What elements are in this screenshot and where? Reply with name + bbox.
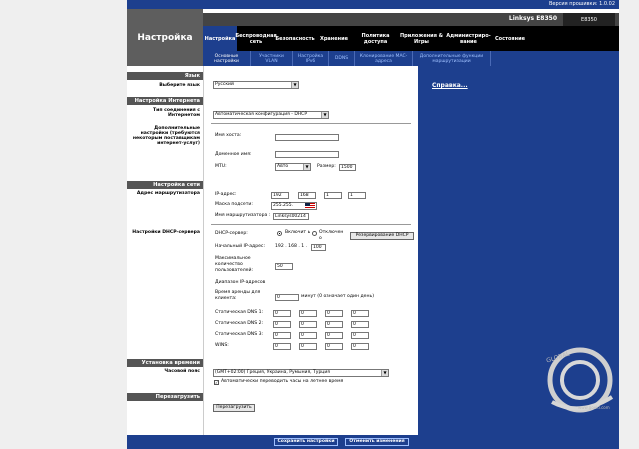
dns2-octet-3[interactable]: 0: [325, 321, 343, 328]
dns2-octet-2[interactable]: 0: [299, 321, 317, 328]
choose-language-label: Выберите язык: [159, 83, 200, 88]
router-address-label: Адрес маршрутизатора: [136, 191, 200, 196]
language-select[interactable]: [213, 81, 299, 89]
start-ip-label: Начальный IP-адрес:: [215, 244, 266, 249]
help-link[interactable]: Справка...: [432, 82, 468, 89]
dst-label: Автоматически переводить часы на летнее время: [221, 379, 344, 384]
tab-administration[interactable]: Администриро-вание: [446, 32, 491, 45]
product-name: Linksys E8350: [508, 15, 557, 22]
dns3-octet-4[interactable]: 0: [351, 332, 369, 339]
dhcp-disable-radio[interactable]: [312, 231, 317, 236]
subtab-advanced-routing[interactable]: Дополнительные функции маршрутизации: [413, 51, 491, 66]
subtab-mac-clone[interactable]: Клонирование MAC-адреса: [355, 51, 413, 66]
domain-name-label: Доменное имя:: [215, 152, 252, 157]
subtab-ddns[interactable]: DDNS: [329, 51, 355, 66]
connection-type-select[interactable]: [213, 111, 329, 119]
section-internet: Настройка Интернета: [127, 97, 203, 105]
size-label: Размер:: [317, 164, 336, 169]
sub-tabs: [203, 51, 619, 66]
dns1-octet-1[interactable]: 0: [273, 310, 291, 317]
dns3-label: Статическая DNS 3:: [215, 332, 264, 337]
dns1-octet-2[interactable]: 0: [299, 310, 317, 317]
start-ip-input[interactable]: 100: [311, 244, 326, 251]
timezone-select[interactable]: [213, 369, 389, 377]
dhcp-enable-radio[interactable]: [277, 231, 282, 236]
chevron-down-icon: ▼: [321, 112, 328, 118]
router-name-label: Имя маршрутизатора :: [215, 213, 271, 218]
mtu-value: Авто: [277, 164, 289, 169]
top-strip: [127, 0, 619, 9]
divider: [211, 123, 411, 124]
ip-octet-1[interactable]: 192: [271, 192, 289, 199]
tab-access-policy[interactable]: Политика доступа: [361, 32, 390, 45]
dns1-label: Статическая DNS 1:: [215, 310, 264, 315]
domain-name-input[interactable]: [275, 151, 339, 158]
watermark-url: www.goeld.com: [578, 405, 610, 410]
lease-time-label: Время аренды для клиента:: [215, 290, 261, 301]
section-language: Язык: [127, 72, 203, 80]
chevron-down-icon: ▼: [381, 370, 388, 376]
subnet-mask-value: 255.255.: [273, 203, 294, 208]
router-name-input[interactable]: Linksys00214: [273, 213, 309, 220]
ip-label: IP-адрес:: [215, 192, 237, 197]
section-time: Установка времени: [127, 359, 203, 367]
dns2-octet-1[interactable]: 0: [273, 321, 291, 328]
page-title: Настройка: [127, 9, 203, 66]
cancel-changes-button[interactable]: Отменить изменения: [345, 438, 409, 446]
chevron-down-icon: ▼: [291, 82, 298, 88]
wins-octet-2[interactable]: 0: [299, 343, 317, 350]
dns2-octet-4[interactable]: 0: [351, 321, 369, 328]
lease-time-input[interactable]: 0: [275, 294, 299, 301]
left-labels: [127, 66, 203, 439]
product-model: E8350: [563, 13, 615, 26]
divider: [211, 224, 411, 225]
subnet-mask-label: Маска подсети:: [215, 202, 253, 207]
section-reboot: Перезагрузить: [127, 393, 203, 401]
dns3-octet-2[interactable]: 0: [299, 332, 317, 339]
wins-octet-4[interactable]: 0: [351, 343, 369, 350]
wins-octet-1[interactable]: 0: [273, 343, 291, 350]
dhcp-server-label: DHCP-сервер:: [215, 231, 248, 236]
site-watermark: [532, 342, 628, 418]
footer-bar: [127, 435, 619, 449]
host-name-input[interactable]: [275, 134, 339, 141]
tab-status[interactable]: Состояние: [495, 35, 525, 42]
firmware-version: Версия прошивки: 1.0.02: [549, 1, 615, 7]
dns2-label: Статическая DNS 2:: [215, 321, 264, 326]
ip-octet-3[interactable]: 1: [324, 192, 342, 199]
header: [127, 9, 619, 66]
connection-type-label: Тип соединения с Интернетом: [152, 108, 200, 118]
main-tabs: [203, 26, 619, 51]
ip-octet-2[interactable]: 168: [298, 192, 316, 199]
wins-label: WINS:: [215, 343, 229, 348]
product-bar: [203, 13, 619, 26]
dhcp-reservation-button[interactable]: Резервирование DHCP: [350, 232, 414, 240]
ip-range-label: Диапазон IP-адресов: [215, 280, 266, 285]
timezone-value: (GMT+02:00) Греция, Украина, Румыния, Турция: [215, 370, 331, 375]
dns1-octet-4[interactable]: 0: [351, 310, 369, 317]
timezone-label: Часовой пояс: [164, 369, 200, 374]
start-ip-prefix: 192 . 168 . 1 .: [275, 244, 308, 249]
max-users-input[interactable]: 50: [275, 263, 293, 270]
mtu-select[interactable]: [275, 163, 311, 171]
dhcp-settings-label: Настройки DHCP-сервера: [132, 230, 200, 235]
reboot-button[interactable]: Перезагрузить: [213, 404, 255, 412]
dns3-octet-3[interactable]: 0: [325, 332, 343, 339]
tab-apps-games[interactable]: Приложения & Игры: [400, 32, 444, 45]
lease-time-unit: минут (0 означает один день): [301, 294, 374, 299]
language-value: Русский: [215, 82, 234, 87]
optional-settings-label: Дополнительные настройки (требуются некоторым поставщикам интернет-услуг): [132, 126, 200, 146]
host-name-label: Имя хоста:: [215, 133, 242, 138]
watermark-text: GLOBAL: [545, 350, 571, 365]
chevron-down-icon: ▼: [303, 164, 310, 170]
section-network: Настройка сети: [127, 181, 203, 189]
mtu-label: MTU:: [215, 164, 227, 169]
dst-checkbox[interactable]: ✓: [215, 380, 219, 385]
connection-type-value: Автоматическая конфигурация - DHCP: [215, 112, 308, 117]
max-users-label: Максимальное количество пользователей:: [215, 256, 254, 273]
subtab-vlan[interactable]: Участники VLAN: [251, 51, 293, 66]
subtab-ipv6[interactable]: Настройка IPv6: [293, 51, 329, 66]
flag-icon: [305, 203, 315, 209]
dhcp-disable-label: Отключен о: [319, 230, 344, 241]
subtab-basic[interactable]: Основные настройки: [203, 51, 251, 66]
dns3-octet-1[interactable]: 0: [273, 332, 291, 339]
tab-setup[interactable]: Настройка: [203, 26, 237, 51]
tab-wireless[interactable]: Беспроводная сеть: [235, 32, 277, 45]
dns1-octet-3[interactable]: 0: [325, 310, 343, 317]
dhcp-enable-label: Включит ь: [285, 230, 311, 235]
mtu-size-input[interactable]: 1500: [339, 164, 356, 171]
save-settings-button[interactable]: Сохранить настройки: [274, 438, 338, 446]
tab-security[interactable]: Безопасность: [275, 35, 315, 42]
wins-octet-3[interactable]: 0: [325, 343, 343, 350]
ip-octet-4[interactable]: 1: [348, 192, 366, 199]
tab-storage[interactable]: Хранение: [319, 35, 348, 42]
